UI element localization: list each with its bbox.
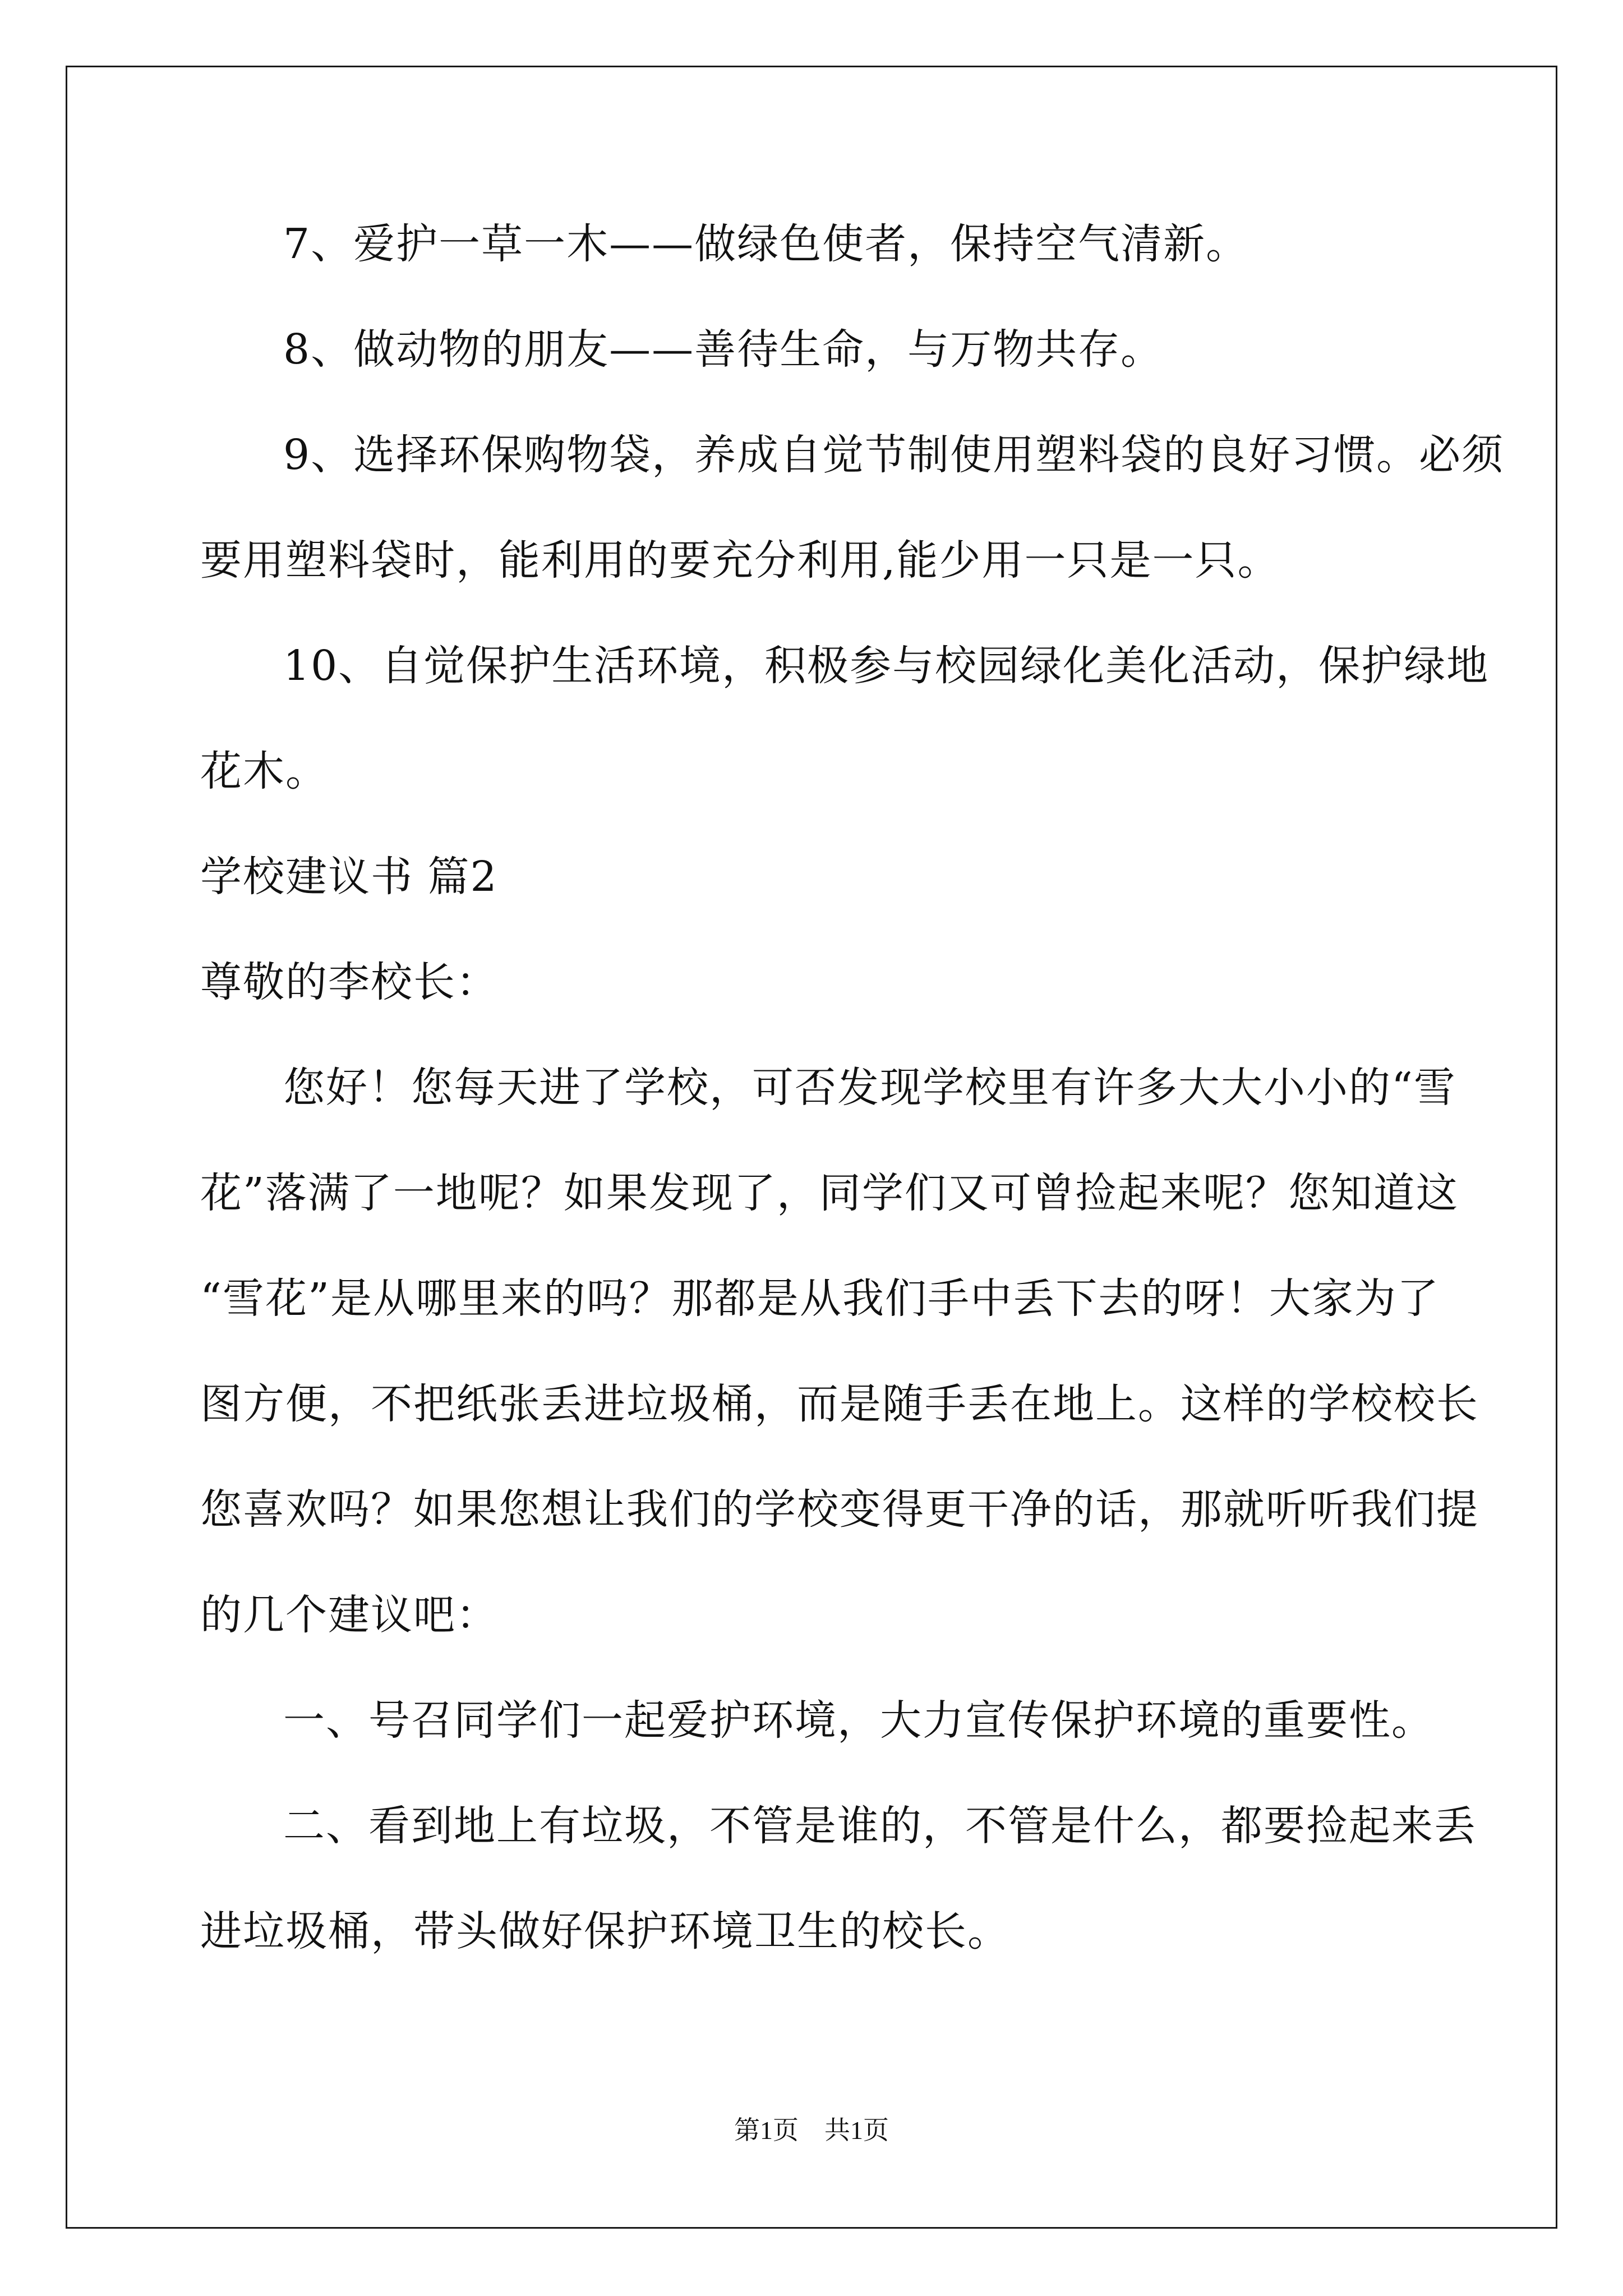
- list-item-10-line-2: 花木。: [200, 747, 328, 795]
- paragraph-line: 图方便，不把纸张丢进垃圾桶，而是随手丢在地上。这样的学校校长: [200, 1380, 1479, 1428]
- salutation: 尊敬的李校长：: [200, 958, 499, 1006]
- paragraph-line: 您好！您每天进了学校，可否发现学校里有许多大大小小的“雪: [283, 1064, 1456, 1112]
- paragraph-line: “雪花”是从哪里来的吗？那都是从我们手中丢下去的呀！大家为了: [200, 1274, 1440, 1323]
- suggestion-2-line-2: 进垃圾桶，带头做好保护环境卫生的校长。: [200, 1907, 1010, 1955]
- list-item-10-line-1: 10、自觉保护生活环境，积极参与校园绿化美化活动，保护绿地: [283, 642, 1490, 690]
- list-item-8: 8、做动物的朋友——善待生命，与万物共存。: [283, 325, 1164, 374]
- section-heading: 学校建议书 篇2: [200, 853, 498, 901]
- list-item-7: 7、爱护一草一木——做绿色使者，保持空气清新。: [283, 220, 1249, 268]
- list-item-9-line-2: 要用塑料袋时，能利用的要充分利用,能少用一只是一只。: [200, 536, 1280, 585]
- paragraph-line: 您喜欢吗？如果您想让我们的学校变得更干净的话，那就听听我们提: [200, 1485, 1479, 1534]
- suggestion-2-line-1: 二、看到地上有垃圾，不管是谁的，不管是什么，都要捡起来丢: [283, 1802, 1477, 1850]
- suggestion-1: 一、号召同学们一起爱护环境，大力宣传保护环境的重要性。: [283, 1696, 1434, 1745]
- paragraph-line: 的几个建议吧：: [200, 1591, 499, 1639]
- list-item-9-line-1: 9、选择环保购物袋，养成自觉节制使用塑料袋的良好习惯。必须: [283, 431, 1505, 479]
- paragraph-line: 花”落满了一地呢？如果发现了，同学们又可曾捡起来呢？您知道这: [200, 1169, 1459, 1217]
- page-number-footer: 第1页 共1页: [734, 2116, 889, 2145]
